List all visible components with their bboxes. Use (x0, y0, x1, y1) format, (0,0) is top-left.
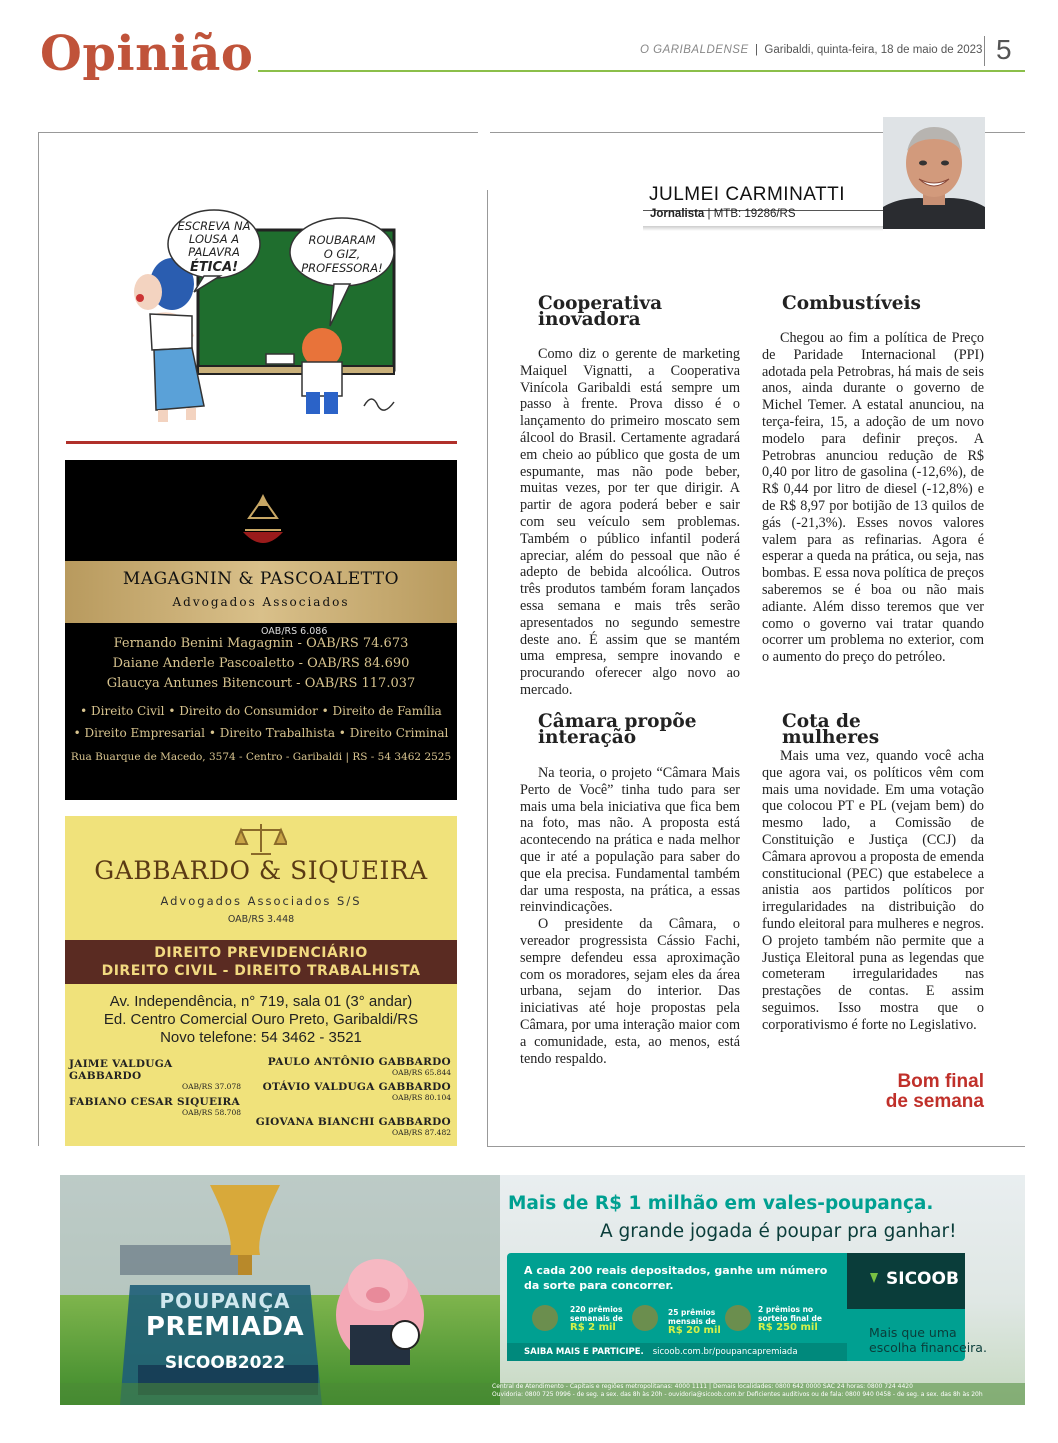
lawyers-right (255, 1056, 451, 1137)
headline-line: Cooperativa (538, 293, 663, 314)
credentials-separator: | (707, 208, 714, 220)
headline-camara (520, 711, 740, 748)
scales-of-justice-icon (235, 822, 287, 858)
headline-line: Câmara propõe (538, 711, 697, 732)
ad-headline: Mais de R$ 1 milhão em vales-poupança. (508, 1193, 934, 1214)
firm-subtitle: Advogados Associados S/S (160, 894, 362, 908)
address-line: Av. Independência, n° 719, sala 01 (3° andar) (109, 993, 413, 1010)
prize-1 (570, 1305, 623, 1332)
lawyer-name: GIOVANA BIANCHI GABBARDO (255, 1116, 451, 1128)
lawyer-oab: OAB/RS 65.844 (391, 1068, 451, 1077)
soccer-ball-icon (391, 1321, 419, 1349)
lawyer-name: FABIANO CESAR SIQUEIRA (69, 1096, 240, 1108)
article-camara (520, 765, 740, 1067)
offer-line: da sorte para concorrer. (524, 1279, 674, 1292)
campaign-line: SICOOB2022 (164, 1353, 286, 1373)
prize-amount: R$ 20 mil (668, 1325, 721, 1336)
prize-line: semanais de (570, 1314, 623, 1323)
section-title: Opinião (40, 26, 254, 82)
lawyer-entry: Glaucya Antunes Bitencourt - OAB/RS 117.037 (106, 676, 416, 691)
author-registration: MTB: 19286/RS (713, 208, 796, 220)
law-firm-logo-icon (241, 492, 285, 556)
masthead-separator: | (751, 44, 762, 56)
ad-offer-text (524, 1263, 827, 1293)
practice-area-line: DIREITO CIVIL - DIREITO TRABALHISTA (101, 963, 421, 979)
article-paragraph: Na teoria, o projeto “Câmara Mais Perto de Você” tinha tudo para ser mais uma bela iniciativa que fica bem na foto, mas não. A proposta está acontecendo na prática e nada melhor que ir até a população para saber do que ela precisa. Fundamental também dar uma resposta, na prática, a essas reinvindicações. (520, 765, 740, 916)
footer-line: Ouvidoria: 0800 725 0996 - de seg. a sex. das 8h às 20h - ouvidoria@sicoob.com.br Deficientes auditivos ou de fala: 0800 940 0458 - de seg. a sex. das 8h às 20h (492, 1391, 983, 1398)
author-credentials (650, 208, 796, 220)
sicoob-tagline (869, 1325, 987, 1355)
publication-name: O GARIBALDENSE (640, 44, 749, 56)
page-number: 5 (996, 34, 1012, 65)
page-number-separator (984, 36, 985, 66)
article-paragraph: Como diz o gerente de marketing Maiquel Vignatti, a Cooperativa Vinícola Garibaldi está sempre um passo à frente. Prova disso é o lançamento do primeiro moscato sem álcool do Brasil. Certamente agradará em cheio ao público que gosta de um espumante, mas não pode beber, muitas vezes, por ter que dirigir. A partir de agora poderá beber e sair com seu veículo sem problemas. Também o público infantil poderá apreciar, além do pessoal que não é adepto de bebida alcoólica. Outros três produtos também foram lançados essa semana e mais três serão apresentados no segundo semestre deste ano. É assim que se mantém uma empresa, sempre inovando e procurando oferecer algo novo ao mercado. (520, 346, 740, 698)
lawyers-left (69, 1058, 241, 1117)
ad-cta (524, 1347, 798, 1357)
prize-3 (758, 1305, 822, 1332)
closing-message (840, 1072, 984, 1112)
headline-line: interação (538, 727, 637, 748)
ad-magagnin-pascoaletto[interactable] (65, 460, 457, 800)
headline-cooperativa (520, 293, 740, 330)
phone-line: Novo telefone: 54 3462 - 3521 (160, 1029, 362, 1046)
teacher-speech-line: ESCREVA NA (177, 219, 251, 233)
lawyer-oab: OAB/RS 87.482 (391, 1128, 451, 1137)
author-photo (883, 117, 985, 229)
cta-text: SAIBA MAIS E PARTICIPE. (524, 1347, 644, 1357)
ad-sicoob-poupanca-premiada[interactable] (60, 1175, 1025, 1405)
ad-subheadline: A grande jogada é poupar pra ganhar! (600, 1221, 957, 1242)
firm-oab: OAB/RS 6.086 (261, 626, 328, 637)
lawyer-entry: Daiane Anderle Pascoaletto - OAB/RS 84.690 (112, 656, 410, 671)
closing-line: de semana (885, 1091, 984, 1112)
teacher-speech-line: LOUSA A (188, 232, 240, 246)
sicoob-brand: SICOOB (886, 1269, 959, 1289)
article-cooperativa (520, 346, 740, 699)
article-combustiveis (762, 330, 984, 666)
firm-address (65, 993, 457, 1047)
ad-name-band (65, 561, 457, 623)
lawyer-name: OTÁVIO VALDUGA GABBARDO (262, 1081, 451, 1093)
firm-subtitle: Advogados Associados (172, 595, 350, 609)
practice-area-line: • Direito Empresarial • Direito Trabalhista • Direito Criminal (73, 726, 449, 740)
editorial-cartoon (94, 186, 406, 430)
prize-amount: R$ 250 mil (758, 1322, 818, 1333)
offer-line: A cada 200 reais depositados, ganhe um número (524, 1264, 828, 1277)
lawyer-entry: Fernando Benini Magagnin - OAB/RS 74.673 (113, 636, 409, 651)
boy-speech-line: PROFESSORA! (301, 261, 383, 275)
teacher-speech-line: ÉTICA! (189, 260, 239, 275)
practice-areas (65, 700, 457, 744)
prize-line: mensais de (668, 1317, 716, 1326)
firm-name: MAGAGNIN & PASCOALETTO (122, 569, 400, 589)
frame-line (38, 132, 39, 1146)
address-line: Ed. Centro Comercial Ouro Preto, Garibaldi/RS (103, 1011, 419, 1028)
masthead (640, 44, 982, 56)
lawyer-oab: OAB/RS 37.078 (181, 1082, 241, 1091)
firm-address: Rua Buarque de Macedo, 3574 - Centro - Garibaldi | RS - 54 3462 2525 (70, 751, 452, 763)
lawyer-oab: OAB/RS 58.708 (181, 1108, 241, 1117)
prize-2 (668, 1308, 721, 1335)
header-divider (258, 70, 1025, 72)
prize-line: 2 prêmios no (758, 1305, 814, 1314)
prize-line: sorteio final de (758, 1314, 822, 1323)
firm-name: GABBARDO & SIQUEIRA (94, 856, 428, 885)
ad-gabbardo-siqueira[interactable] (65, 816, 457, 1146)
boy-speech-line: ROUBARAM (308, 233, 376, 247)
headline-line: Cota de (782, 711, 861, 732)
prize-line: 25 prêmios (668, 1308, 716, 1317)
closing-line: Bom final (897, 1071, 984, 1092)
teacher-speech-line: PALAVRA (188, 245, 240, 259)
ad-footer (492, 1383, 1022, 1399)
lawyer-oab: OAB/RS 80.104 (391, 1093, 451, 1102)
tagline-line: Mais que uma (869, 1325, 957, 1340)
article-paragraph: Chegou ao fim a política de Preço de Paridade Internacional (PPI) adotada pela Petrobras, há mais de seis anos, ainda durante o governo de Michel Temer. A estatal anunciou, na terça-feira, 15, a adoção de um novo modelo para definir preços. A Petrobras anunciou redução de R$ 0,40 por litro de gasolina (-12,6%), de R$ 0,44 por litro de diesel (-12,8%) e de R$ 8,97 por botijão de 13 quilos de gás (-21,3%). Esses novos valores valem para as refinarias. Agora é esperar a queda na prática, ou seja, nas bombas. E essa nova política de preços saberemos se é boa ou não mais adiante. Além disso teremos que ver como o governo vai tratar quando ocorrer um problema no exterior, com o aumento do preço do petróleo. (762, 330, 984, 666)
lawyer-name: PAULO ANTÔNIO GABBARDO (267, 1056, 451, 1068)
article-paragraph: Mais uma vez, quando você acha que agora vai, os políticos vêm com mais uma novidade. Em uma votação que colocou PT e PL (vejam bem) do mesmo lado, a Comissão de Constituição e Justiça (CCJ) da Câmara aprovou a proposta de emenda constitucional (PEC) que estabelece a anistia aos partidos políticos por irregularidades na distribuição do fundo eleitoral para mulheres e negros. O projeto também não permite que a Justiça Eleitoral puna as legendas que cometeram irregularidades nas prestações de contas. E assim seguimos. Isso mostra que o corporativismo é forte no Legislativo. (762, 748, 984, 1033)
frame-line (38, 132, 478, 133)
campaign-line: PREMIADA (145, 1312, 305, 1342)
column-divider (487, 190, 488, 1146)
headline-line: mulheres (782, 727, 880, 748)
dateline: Garibaldi, quinta-feira, 18 de maio de 2023 (764, 44, 983, 56)
firm-oab: OAB/RS 3.448 (227, 914, 295, 925)
author-name: JULMEI CARMINATTI (649, 184, 846, 205)
ad-link[interactable]: sicoob.com.br/poupancapremiada (652, 1347, 798, 1357)
article-paragraph: O presidente da Câmara, o vereador progressista Cássio Fachi, sempre defendeu essa aproximação com os moradores, sejam eles da área urbana, sejam do interior. Das iniciativas até hoje propostas pela Câmara, por uma interação maior com a comunidade, esta, ao menos, está tendo respaldo. (520, 916, 740, 1067)
practice-area-line: • Direito Civil • Direito do Consumidor • Direito de Família (80, 704, 442, 718)
footer-line: Central de Atendimento - Capitais e regiões metropolitanas: 4000 1111 | Demais localidades: 0800 642 0000 SAC 24 horas: 0800 724 4420 (492, 1383, 913, 1390)
author-role: Jornalista (650, 208, 705, 220)
tagline-line: escolha financeira. (869, 1340, 987, 1355)
cartoon-rule (66, 441, 457, 444)
practice-area-line: DIREITO PREVIDENCIÁRIO (154, 945, 368, 961)
author-shadow (643, 226, 883, 231)
campaign-line: POUPANÇA (159, 1289, 291, 1313)
headline-line: inovadora (538, 309, 641, 330)
article-cota (762, 748, 984, 1034)
headline-cota (762, 711, 984, 748)
campaign-logo (130, 1289, 320, 1373)
prize-line: 220 prêmios (570, 1305, 623, 1314)
frame-line (490, 132, 885, 133)
cartoon-drawing (94, 186, 406, 430)
frame-line (985, 132, 1025, 133)
boy-speech-line: O GIZ, (323, 247, 361, 261)
prize-amount: R$ 2 mil (570, 1322, 616, 1333)
lawyer-list (65, 634, 457, 694)
headline-line: Combustíveis (782, 293, 921, 314)
cartoonist-signature (364, 399, 394, 410)
headline-combustiveis (762, 293, 984, 314)
practice-areas-band (65, 940, 457, 984)
frame-line (487, 1146, 1025, 1147)
lawyer-name: JAIME VALDUGA GABBARDO (69, 1058, 173, 1082)
